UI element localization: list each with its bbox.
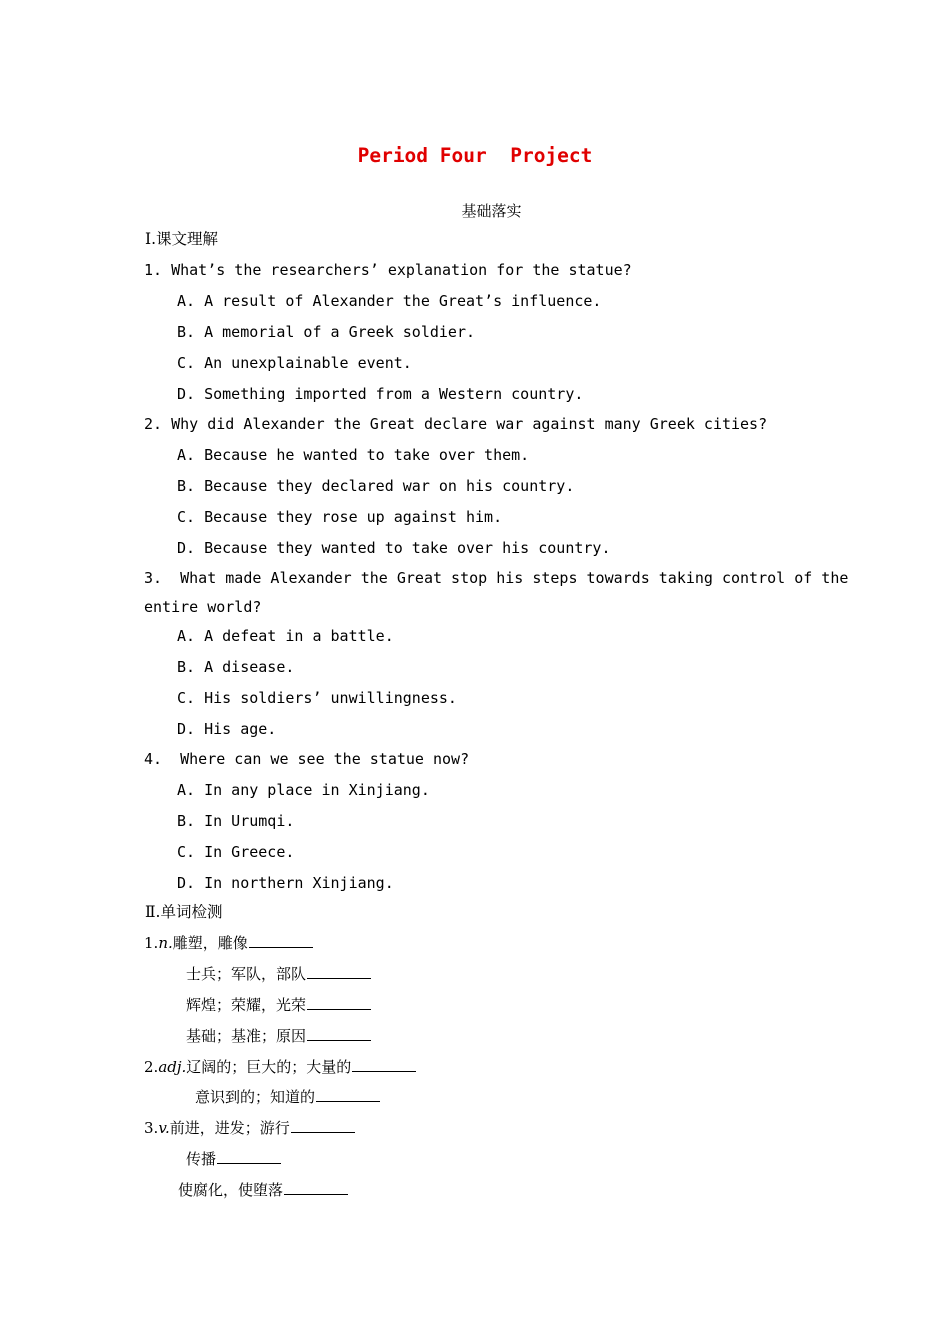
answer-blank[interactable] [217,1149,281,1164]
document-subtitle: 基础落实 [461,202,522,220]
vocab-definition: 辽阔的；巨大的；大量的 [186,1058,352,1076]
vocab-definition: 意识到的；知道的 [195,1088,316,1106]
vocab-group-number: 1. [144,934,159,952]
answer-blank[interactable] [352,1057,416,1072]
answer-blank[interactable] [307,964,371,979]
question-1-option-a: A. A result of Alexander the Great’s influence. [177,292,602,310]
vocab-item [186,1026,371,1046]
part-of-speech-label: n. [158,934,173,952]
vocab-definition: 雕塑，雕像 [172,934,248,952]
question-4-option-d: D. In northern Xinjiang. [177,874,394,892]
answer-blank[interactable] [291,1118,355,1133]
question-3-stem-line2: entire world? [144,598,262,616]
answer-blank[interactable] [307,1026,371,1041]
part-of-speech-label: adj. [158,1058,187,1076]
section-heading-comprehension: Ⅰ.课文理解 [145,230,219,248]
vocab-group-number: 2. [144,1058,159,1076]
vocab-definition: 辉煌；荣耀，光荣 [186,996,307,1014]
vocab-item [144,933,313,953]
question-3-option-c: C. His soldiers’ unwillingness. [177,689,457,707]
question-2-option-c: C. Because they rose up against him. [177,508,503,526]
part-of-speech-label: v. [158,1119,170,1137]
answer-blank[interactable] [249,933,313,948]
document-title: Period Four Project [357,144,593,167]
answer-blank[interactable] [307,995,371,1010]
vocab-item [186,964,371,984]
vocab-definition: 基础；基准；原因 [186,1027,307,1045]
question-4-option-b: B. In Urumqi. [177,812,295,830]
vocab-group-number: 3. [144,1119,159,1137]
question-2-option-d: D. Because they wanted to take over his country. [177,539,611,557]
vocab-definition: 传播 [186,1150,217,1168]
answer-blank[interactable] [284,1180,348,1195]
question-2-option-a: A. Because he wanted to take over them. [177,446,530,464]
vocab-item [186,1149,281,1169]
vocab-item [144,1057,416,1077]
vocab-definition: 前进，进发；游行 [169,1119,290,1137]
question-3-option-a: A. A defeat in a battle. [177,627,394,645]
vocab-item [144,1118,355,1138]
question-1-option-d: D. Something imported from a Western country. [177,385,584,403]
question-4-stem: 4. Where can we see the statue now? [144,750,470,768]
question-1-stem: 1. What’s the researchers’ explanation for the statue? [144,261,632,279]
vocab-item [178,1180,348,1200]
vocab-item [186,995,371,1015]
answer-blank[interactable] [316,1087,380,1102]
section-heading-vocabulary: Ⅱ.单词检测 [145,903,223,921]
question-1-option-b: B. A memorial of a Greek soldier. [177,323,476,341]
question-4-option-c: C. In Greece. [177,843,295,861]
question-3-stem-line1: 3. What made Alexander the Great stop his steps towards taking control of the [144,569,849,587]
question-2-option-b: B. Because they declared war on his country. [177,477,575,495]
vocab-definition: 使腐化，使堕落 [178,1181,284,1199]
question-4-option-a: A. In any place in Xinjiang. [177,781,430,799]
question-2-stem: 2. Why did Alexander the Great declare war against many Greek cities? [144,415,768,433]
question-3-option-d: D. His age. [177,720,277,738]
question-3-option-b: B. A disease. [177,658,295,676]
question-1-option-c: C. An unexplainable event. [177,354,412,372]
vocab-definition: 士兵；军队，部队 [186,965,307,983]
vocab-item [195,1087,380,1107]
